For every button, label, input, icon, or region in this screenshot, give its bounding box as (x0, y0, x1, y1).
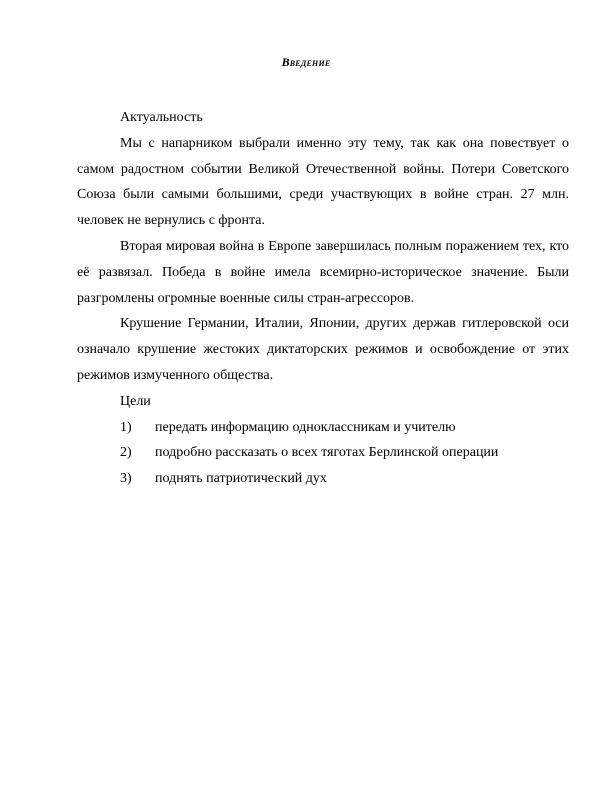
list-item (77, 415, 569, 441)
section-heading-goals: Цели (120, 393, 151, 409)
list-item-text: передать информацию одноклассникам и учителю (155, 419, 456, 435)
goals-list (77, 415, 569, 492)
document-body (77, 105, 569, 492)
paragraph-2: Вторая мировая война в Европе завершилась полным поражением тех, кто её развязал. Победа в войне имела всемирно-историческое значение. Были разгромлены огромные военные силы стран-агрессоров. (77, 238, 569, 306)
list-item (77, 466, 569, 492)
section-heading-actuality: Актуальность (120, 110, 203, 125)
paragraph-3: Крушение Германии, Италии, Японии, других держав гитлеровской оси означало крушение жестоких диктаторских режимов и освобождение от этих режимов измученного общества. (77, 316, 569, 383)
paragraph-1: Мы с напарником выбрали именно эту тему, так как она повествует о самом радостном событии Великой Отечественной войны. Потери Советского Союза были самыми большими, среди участвующих в войне стран. 27 млн. человек не вернулись с фронта. (77, 135, 569, 229)
list-item-text: поднять патриотический дух (155, 471, 327, 487)
list-item-number: 2) (120, 445, 132, 461)
list-item-number: 3) (120, 471, 132, 487)
list-item-text: подробно рассказать о всех тяготах Берлинской операции (155, 445, 499, 461)
document-title: Введение (281, 55, 331, 69)
list-item-number: 1) (120, 419, 132, 435)
list-item (77, 440, 569, 466)
